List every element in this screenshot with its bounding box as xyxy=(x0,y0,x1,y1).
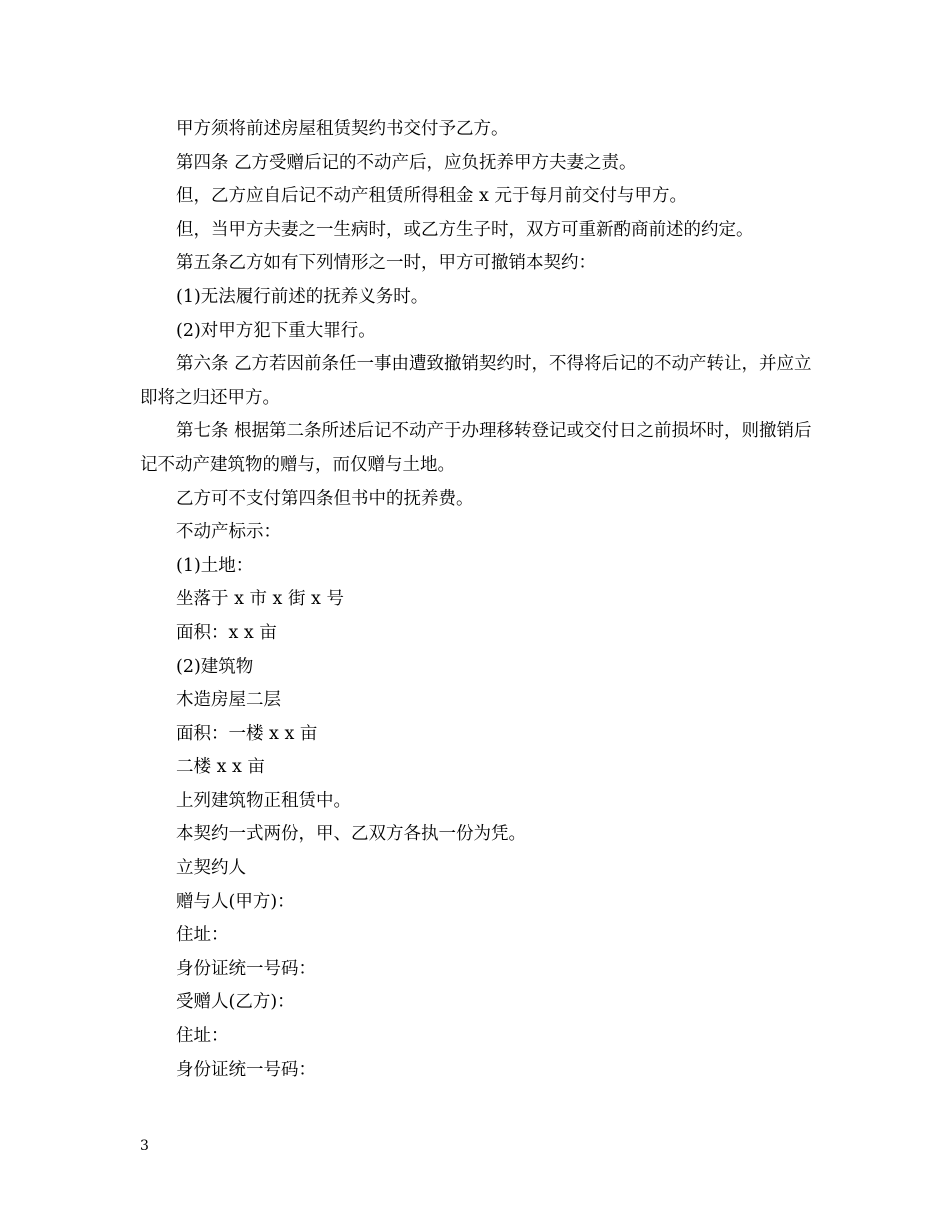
paragraph: 身份证统一号码： xyxy=(176,958,316,979)
paragraph: (1)土地： xyxy=(176,555,254,576)
paragraph: (2)对甲方犯下重大罪行。 xyxy=(176,320,376,341)
paragraph: 二楼 x x 亩 xyxy=(176,757,265,778)
paragraph: 坐落于 x 市 x 街 x 号 xyxy=(176,589,344,610)
paragraph: 住址： xyxy=(176,925,229,946)
paragraph: 住址： xyxy=(176,1026,229,1047)
paragraph: 本契约一式两份，甲、乙双方各执一份为凭。 xyxy=(176,824,526,845)
paragraph: 第七条 根据第二条所述后记不动产于办理移转登记或交付日之前损坏时，则撤销后记不动产建筑物的赠与，而仅赠与土地。 xyxy=(140,421,812,475)
paragraph: 面积：一楼 x x 亩 xyxy=(176,723,318,744)
document-body xyxy=(140,113,820,1087)
paragraph: 但，乙方应自后记不动产租赁所得租金 x 元于每月前交付与甲方。 xyxy=(176,186,687,207)
paragraph: 身份证统一号码： xyxy=(176,1059,316,1080)
paragraph: 第四条 乙方受赠后记的不动产后，应负抚养甲方夫妻之责。 xyxy=(176,152,637,173)
paragraph: 不动产标示： xyxy=(176,522,281,543)
paragraph: 立契约人 xyxy=(176,858,246,879)
paragraph: 甲方须将前述房屋租赁契约书交付予乙方。 xyxy=(176,119,509,139)
paragraph: 上列建筑物正租赁中。 xyxy=(176,790,351,811)
paragraph: (2)建筑物 xyxy=(176,656,254,677)
paragraph: 乙方可不支付第四条但书中的抚养费。 xyxy=(176,488,474,509)
paragraph: 木造房屋二层 xyxy=(176,690,281,711)
page-number: 3 xyxy=(140,1138,149,1154)
paragraph: 赠与人(甲方)： xyxy=(176,891,295,912)
paragraph: 第五条乙方如有下列情形之一时，甲方可撤销本契约： xyxy=(176,253,596,274)
paragraph: 面积：x x 亩 xyxy=(176,622,277,643)
paragraph: 第六条 乙方若因前条任一事由遭致撤销契约时，不得将后记的不动产转让，并应立即将之归还甲方。 xyxy=(140,354,812,408)
paragraph: 受赠人(乙方)： xyxy=(176,992,295,1013)
paragraph: (1)无法履行前述的抚养义务时。 xyxy=(176,286,429,307)
paragraph: 但，当甲方夫妻之一生病时，或乙方生子时，双方可重新酌商前述的约定。 xyxy=(176,219,754,240)
